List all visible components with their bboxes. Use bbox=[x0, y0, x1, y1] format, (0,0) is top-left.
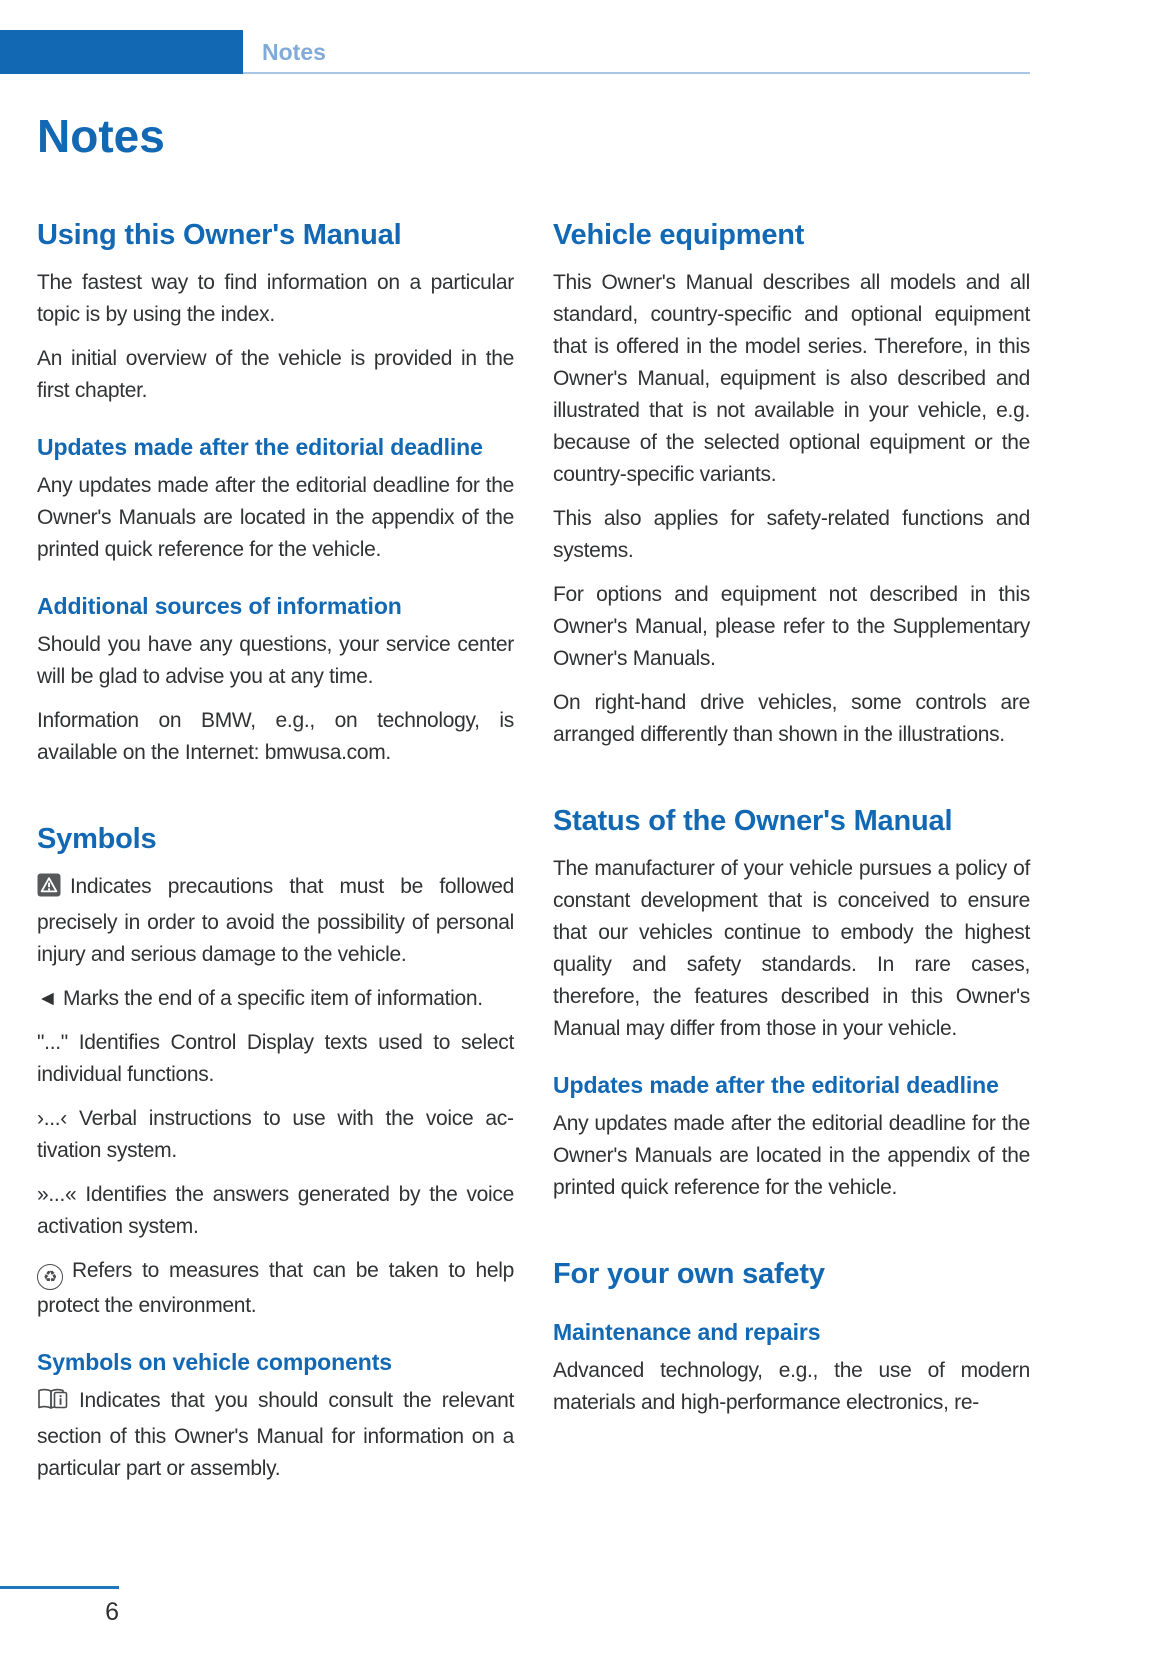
right-column bbox=[553, 217, 1030, 1497]
paragraph: Advanced technology, e.g., the use of modern materials and high-performance electronics, re- bbox=[553, 1359, 1030, 1414]
chapter-color-bar bbox=[0, 30, 243, 74]
symbol-item-display-quotes: "..." Identifies Control Display texts used to select individual functions. bbox=[37, 1031, 514, 1086]
paragraph: This Owner's Manual describes all models and all standard, country-specific and optional equipment that is offered in the model series. Therefore, in this Owner's Manual, equipment is also described and illustrated that is not available in your vehicle, e.g. because of the selected optional equipment or the country-specific variants. bbox=[553, 271, 1030, 486]
paragraph: This also applies for safety-related functions and systems. bbox=[553, 507, 1030, 562]
page-number: 6 bbox=[105, 1598, 119, 1626]
heading-symbols: Symbols bbox=[37, 823, 157, 855]
heading-maintenance-and-repairs: Maintenance and repairs bbox=[553, 1319, 821, 1345]
heading-using-this-owners-manual: Using this Owner's Manual bbox=[37, 219, 402, 251]
symbol-item-voice-instruction: ›...‹ Verbal instructions to use with the voice activation system. bbox=[37, 1107, 514, 1162]
header-rule bbox=[243, 72, 1030, 74]
left-column bbox=[37, 217, 514, 1497]
warning-icon bbox=[37, 873, 61, 907]
paragraph: On right-hand drive vehicles, some controls are arranged differently than shown in the illustrations. bbox=[553, 691, 1030, 746]
paragraph: The fastest way to find information on a particular topic is by using the index. bbox=[37, 271, 514, 326]
paragraph: For options and equipment not described in this Owner's Manual, please refer to the Supplementary Owner's Manuals. bbox=[553, 583, 1030, 670]
paragraph: Any updates made after the editorial deadline for the Owner's Manuals are located in the appendix of the printed quick reference for the vehicle. bbox=[553, 1112, 1030, 1199]
symbol-item-voice-answer: »...« Identifies the answers generated by the voice activation system. bbox=[37, 1183, 514, 1238]
symbol-item-text: Indicates that you should consult the relevant section of this Owner's Manual for information on a particular part or assembly. bbox=[37, 1389, 514, 1480]
paragraph: The manufacturer of your vehicle pursues a policy of constant development that is conceived to ensure that our vehicles continue to embody the highest quality and safety standards. In rare cases, therefore, the features described in this Owner's Manual may differ from those in your vehicle. bbox=[553, 857, 1030, 1040]
symbol-item-consult-manual bbox=[37, 1385, 514, 1485]
heading-vehicle-equipment: Vehicle equipment bbox=[553, 219, 805, 251]
heading-updates-editorial-deadline-left: Updates made after the editorial deadline bbox=[37, 434, 483, 460]
symbol-item-text: Refers to measures that can be taken to help protect the environment. bbox=[37, 1259, 514, 1317]
paragraph: Should you have any questions, your service center will be glad to advise you at any time. bbox=[37, 633, 514, 688]
heading-additional-sources: Additional sources of information bbox=[37, 593, 402, 619]
open-book-info-icon bbox=[37, 1387, 70, 1421]
heading-status-of-owners-manual: Status of the Owner's Manual bbox=[553, 805, 953, 837]
paragraph: Any updates made after the editorial deadline for the Owner's Manuals are located in the appendix of the printed quick reference for the vehicle. bbox=[37, 474, 514, 561]
symbol-item-warning bbox=[37, 871, 514, 971]
heading-updates-editorial-deadline-right: Updates made after the editorial deadline bbox=[553, 1072, 999, 1098]
page-title: Notes bbox=[37, 110, 165, 162]
symbol-item-end-marker: ◄ Marks the end of a specific item of information. bbox=[37, 987, 483, 1010]
heading-symbols-on-vehicle-components: Symbols on vehicle components bbox=[37, 1349, 392, 1375]
two-column-layout bbox=[37, 217, 1030, 1497]
heading-for-your-own-safety: For your own safety bbox=[553, 1258, 825, 1290]
running-header-chapter-label: Notes bbox=[262, 39, 326, 65]
symbol-item-environment bbox=[37, 1255, 514, 1322]
recycle-icon: ♻ bbox=[37, 1264, 63, 1290]
paragraph: An initial overview of the vehicle is provided in the first chapter. bbox=[37, 347, 514, 402]
page-content bbox=[37, 110, 1030, 1497]
paragraph: Information on BMW, e.g., on technology, is available on the Internet: bmwusa.com. bbox=[37, 709, 514, 764]
symbol-item-text: Indicates precautions that must be followed precisely in order to avoid the possibility of personal injury and serious damage to the vehicle. bbox=[37, 875, 514, 966]
footer-rule bbox=[0, 1586, 119, 1589]
